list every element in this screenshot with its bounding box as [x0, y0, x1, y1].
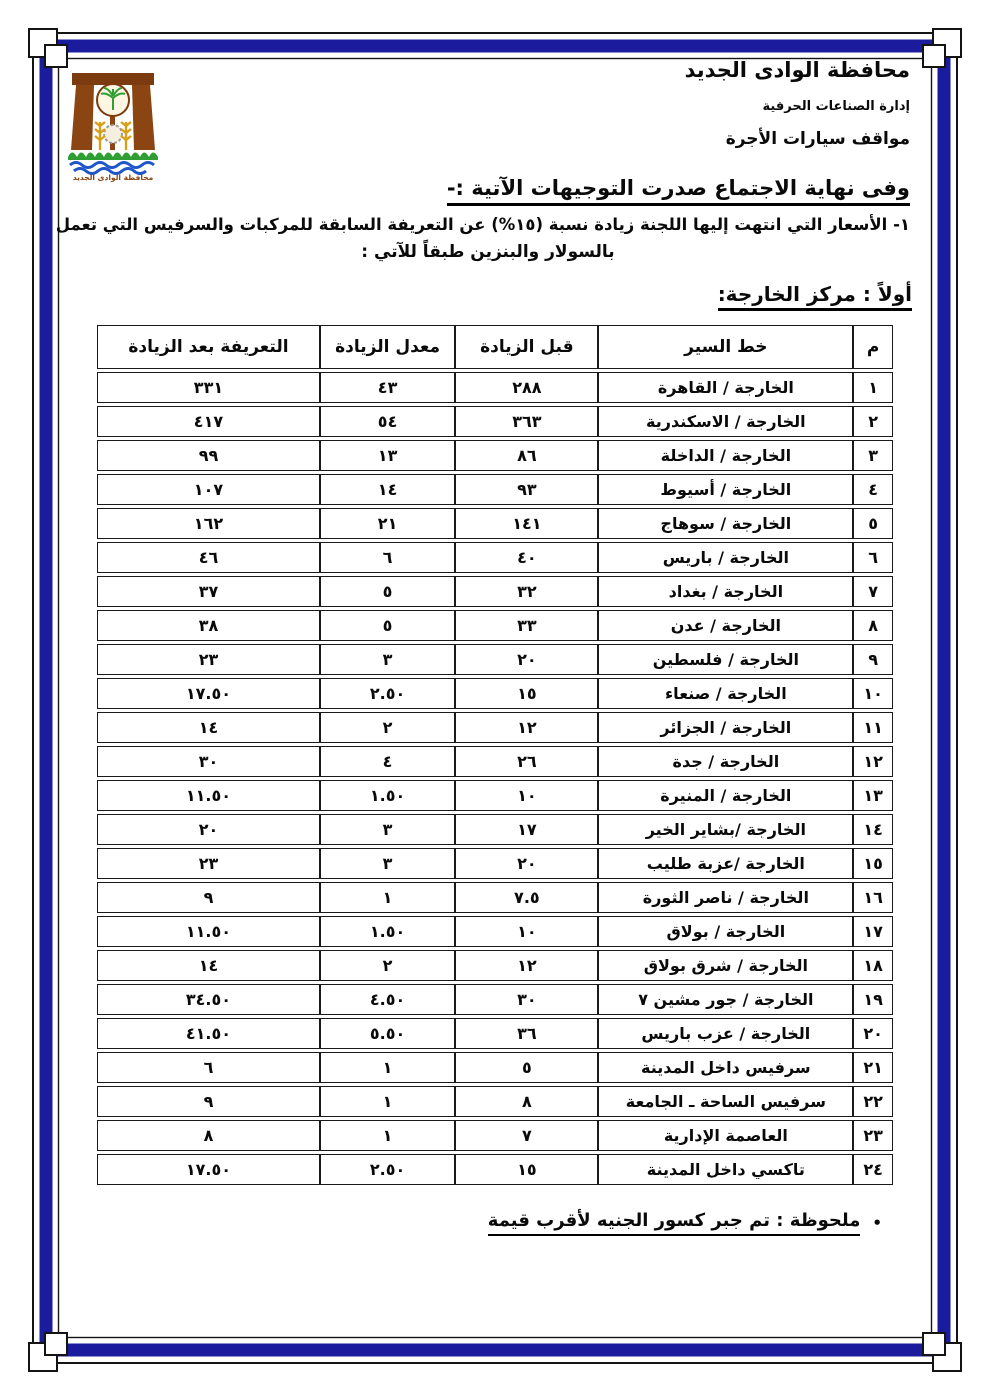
- cell-increase: ١: [320, 1086, 455, 1117]
- cell-route: الخارجة / الجزائر: [598, 712, 853, 743]
- header-row: [97, 325, 893, 369]
- cell-after: ١١.٥٠: [97, 916, 320, 947]
- table-row: [97, 916, 893, 947]
- footnote: [488, 1210, 882, 1236]
- table-row: [97, 508, 893, 539]
- cell-increase: ٥: [320, 576, 455, 607]
- cell-before: ٥: [455, 1052, 598, 1083]
- cell-row-number: ٢٢: [853, 1086, 893, 1117]
- table-row: [97, 1154, 893, 1185]
- cell-increase: ٣: [320, 814, 455, 845]
- cell-increase: ٢: [320, 950, 455, 981]
- cell-increase: ١: [320, 1120, 455, 1151]
- cell-after: ٢٣: [97, 644, 320, 675]
- cell-before: ٣٠: [455, 984, 598, 1015]
- cell-after: ٤١.٥٠: [97, 1018, 320, 1049]
- cell-after: ١١.٥٠: [97, 780, 320, 811]
- table-row: [97, 474, 893, 505]
- cell-after: ٤١٧: [97, 406, 320, 437]
- table-row: [97, 406, 893, 437]
- cell-after: ٦: [97, 1052, 320, 1083]
- cell-increase: ١: [320, 1052, 455, 1083]
- cell-increase: ٤.٥٠: [320, 984, 455, 1015]
- cell-before: ٨٦: [455, 440, 598, 471]
- cell-row-number: ٤: [853, 474, 893, 505]
- cell-after: ١٦٢: [97, 508, 320, 539]
- cell-route: الخارجة / سوهاج: [598, 508, 853, 539]
- cell-route: الخارجة / المنيرة: [598, 780, 853, 811]
- cell-route: الخارجة / جور مشين ٧: [598, 984, 853, 1015]
- cell-route: الخارجة / عزب باريس: [598, 1018, 853, 1049]
- cell-after: ١٧.٥٠: [97, 1154, 320, 1185]
- cell-before: ٨: [455, 1086, 598, 1117]
- fare-table: [97, 322, 893, 1188]
- cell-increase: ١.٥٠: [320, 916, 455, 947]
- column-header-number: م: [853, 325, 893, 369]
- cell-route: الخارجة / الاسكندرية: [598, 406, 853, 437]
- cell-row-number: ٧: [853, 576, 893, 607]
- cell-before: ٣٢: [455, 576, 598, 607]
- table-row: [97, 576, 893, 607]
- cell-route: الخارجة / فلسطين: [598, 644, 853, 675]
- cell-route: سرفيس داخل المدينة: [598, 1052, 853, 1083]
- cell-before: ١٥: [455, 1154, 598, 1185]
- cell-increase: ١: [320, 882, 455, 913]
- cell-increase: ١.٥٠: [320, 780, 455, 811]
- table-row: [97, 712, 893, 743]
- cell-row-number: ٨: [853, 610, 893, 641]
- letterhead-department: إدارة الصناعات الحرفية: [762, 99, 910, 114]
- cell-increase: ٢١: [320, 508, 455, 539]
- cell-row-number: ٢: [853, 406, 893, 437]
- cell-increase: ٣: [320, 848, 455, 879]
- cell-before: ١٤١: [455, 508, 598, 539]
- table-row: [97, 440, 893, 471]
- cell-after: ٨: [97, 1120, 320, 1151]
- cell-route: الخارجة / بغداد: [598, 576, 853, 607]
- cell-after: ٤٦: [97, 542, 320, 573]
- cell-after: ٢٠: [97, 814, 320, 845]
- footnote-text: ملحوظة : تم جبر كسور الجنيه لأقرب قيمة: [488, 1210, 861, 1236]
- table-row: [97, 814, 893, 845]
- cell-before: ١٠: [455, 916, 598, 947]
- cell-after: ٣٣١: [97, 372, 320, 403]
- cell-before: ٢٠: [455, 848, 598, 879]
- cell-after: ١٤: [97, 950, 320, 981]
- cell-row-number: ٣: [853, 440, 893, 471]
- fare-table-header: [97, 325, 893, 369]
- cell-before: ٧: [455, 1120, 598, 1151]
- letterhead-governorate: محافظة الوادى الجديد: [684, 58, 910, 82]
- cell-row-number: ١١: [853, 712, 893, 743]
- cell-row-number: ١٨: [853, 950, 893, 981]
- table-row: [97, 984, 893, 1015]
- table-row: [97, 610, 893, 641]
- table-row: [97, 1018, 893, 1049]
- cell-route: الخارجة /بشاير الخير: [598, 814, 853, 845]
- governorate-logo-icon: [56, 60, 170, 182]
- document-title: وفى نهاية الاجتماع صدرت التوجيهات الآتية :-: [447, 176, 910, 206]
- cell-increase: ١٣: [320, 440, 455, 471]
- cell-after: ١٤: [97, 712, 320, 743]
- cell-row-number: ١٠: [853, 678, 893, 709]
- cell-before: ١٢: [455, 950, 598, 981]
- cell-after: ٩: [97, 882, 320, 913]
- cell-after: ٩: [97, 1086, 320, 1117]
- table-row: [97, 644, 893, 675]
- table-row: [97, 746, 893, 777]
- bullet-icon: •: [872, 1214, 882, 1232]
- cell-after: ٩٩: [97, 440, 320, 471]
- cell-route: سرفيس الساحة ـ الجامعة: [598, 1086, 853, 1117]
- cell-after: ١٠٧: [97, 474, 320, 505]
- cell-after: ٣٧: [97, 576, 320, 607]
- cell-before: ٤٠: [455, 542, 598, 573]
- cell-row-number: ٢٣: [853, 1120, 893, 1151]
- cell-row-number: ٢١: [853, 1052, 893, 1083]
- directive-item-1: [55, 215, 910, 262]
- cell-before: ١٠: [455, 780, 598, 811]
- directive-line-2: بالسولار والبنزين طبقاً للآتي :: [361, 242, 615, 262]
- cell-before: ٧.٥: [455, 882, 598, 913]
- cell-route: الخارجة / شرق بولاق: [598, 950, 853, 981]
- table-row: [97, 882, 893, 913]
- cell-before: ١٢: [455, 712, 598, 743]
- letterhead: [685, 58, 910, 149]
- cell-increase: ١٤: [320, 474, 455, 505]
- logo-grass: [68, 153, 158, 161]
- logo-caption: محافظة الوادى الجديد: [72, 173, 154, 182]
- cell-after: ٣٤.٥٠: [97, 984, 320, 1015]
- cell-before: ٣٣: [455, 610, 598, 641]
- cell-increase: ٢.٥٠: [320, 678, 455, 709]
- table-row: [97, 950, 893, 981]
- logo-water-waves: [70, 163, 154, 174]
- column-header-increase: معدل الزيادة: [320, 325, 455, 369]
- cell-before: ٩٣: [455, 474, 598, 505]
- cell-route: الخارجة / ناصر الثورة: [598, 882, 853, 913]
- table-row: [97, 1052, 893, 1083]
- column-header-route: خط السير: [598, 325, 853, 369]
- cell-row-number: ١٥: [853, 848, 893, 879]
- cell-route: الخارجة / جدة: [598, 746, 853, 777]
- cell-after: ٣٨: [97, 610, 320, 641]
- cell-route: الخارجة /عزبة طليب: [598, 848, 853, 879]
- table-row: [97, 780, 893, 811]
- cell-increase: ٥٤: [320, 406, 455, 437]
- cell-before: ٢٠: [455, 644, 598, 675]
- cell-row-number: ٢٠: [853, 1018, 893, 1049]
- cell-increase: ٣: [320, 644, 455, 675]
- cell-row-number: ١٢: [853, 746, 893, 777]
- cell-route: الخارجة / بولاق: [598, 916, 853, 947]
- table-row: [97, 848, 893, 879]
- cell-route: الخارجة / أسيوط: [598, 474, 853, 505]
- cell-row-number: ٦: [853, 542, 893, 573]
- cell-route: الخارجة / باريس: [598, 542, 853, 573]
- cell-row-number: ١٧: [853, 916, 893, 947]
- cell-before: ٣٦: [455, 1018, 598, 1049]
- table-row: [97, 542, 893, 573]
- cell-route: الخارجة / الداخلة: [598, 440, 853, 471]
- column-header-after: التعريفة بعد الزيادة: [97, 325, 320, 369]
- cell-increase: ٥: [320, 610, 455, 641]
- cell-row-number: ٢٤: [853, 1154, 893, 1185]
- letterhead-office: مواقف سيارات الأجرة: [725, 129, 910, 149]
- cell-after: ٣٠: [97, 746, 320, 777]
- table-row: [97, 372, 893, 403]
- cell-after: ٢٣: [97, 848, 320, 879]
- cell-row-number: ١٦: [853, 882, 893, 913]
- cell-route: الخارجة / صنعاء: [598, 678, 853, 709]
- cell-route: تاكسي داخل المدينة: [598, 1154, 853, 1185]
- cell-before: ١٥: [455, 678, 598, 709]
- cell-increase: ٥.٥٠: [320, 1018, 455, 1049]
- table-row: [97, 1086, 893, 1117]
- cell-before: ٢٨٨: [455, 372, 598, 403]
- cell-increase: ٤٣: [320, 372, 455, 403]
- cell-row-number: ١٤: [853, 814, 893, 845]
- cell-route: العاصمة الإدارية: [598, 1120, 853, 1151]
- cell-row-number: ٥: [853, 508, 893, 539]
- section-heading: أولاً : مركز الخارجة:: [718, 282, 912, 311]
- logo-right-tower: [132, 85, 155, 150]
- directive-line-1: ١- الأسعار التي انتهت إليها اللجنة زيادة نسبة (١٥%) عن التعريفة السابقة للمركبات والسرفيس التي تعمل: [55, 215, 910, 234]
- cell-increase: ٢.٥٠: [320, 1154, 455, 1185]
- fare-table-body: [97, 372, 893, 1185]
- logo-left-tower: [71, 85, 94, 150]
- cell-before: ٢٦: [455, 746, 598, 777]
- cell-row-number: ٩: [853, 644, 893, 675]
- cell-increase: ٦: [320, 542, 455, 573]
- table-row: [97, 1120, 893, 1151]
- cell-before: ٣٦٣: [455, 406, 598, 437]
- table-row: [97, 678, 893, 709]
- cell-row-number: ١: [853, 372, 893, 403]
- cell-increase: ٤: [320, 746, 455, 777]
- cell-before: ١٧: [455, 814, 598, 845]
- logo-gear-icon: [104, 125, 122, 143]
- cell-increase: ٢: [320, 712, 455, 743]
- column-header-before: قبل الزيادة: [455, 325, 598, 369]
- cell-row-number: ١٣: [853, 780, 893, 811]
- cell-row-number: ١٩: [853, 984, 893, 1015]
- cell-route: الخارجة / عدن: [598, 610, 853, 641]
- cell-route: الخارجة / القاهرة: [598, 372, 853, 403]
- cell-after: ١٧.٥٠: [97, 678, 320, 709]
